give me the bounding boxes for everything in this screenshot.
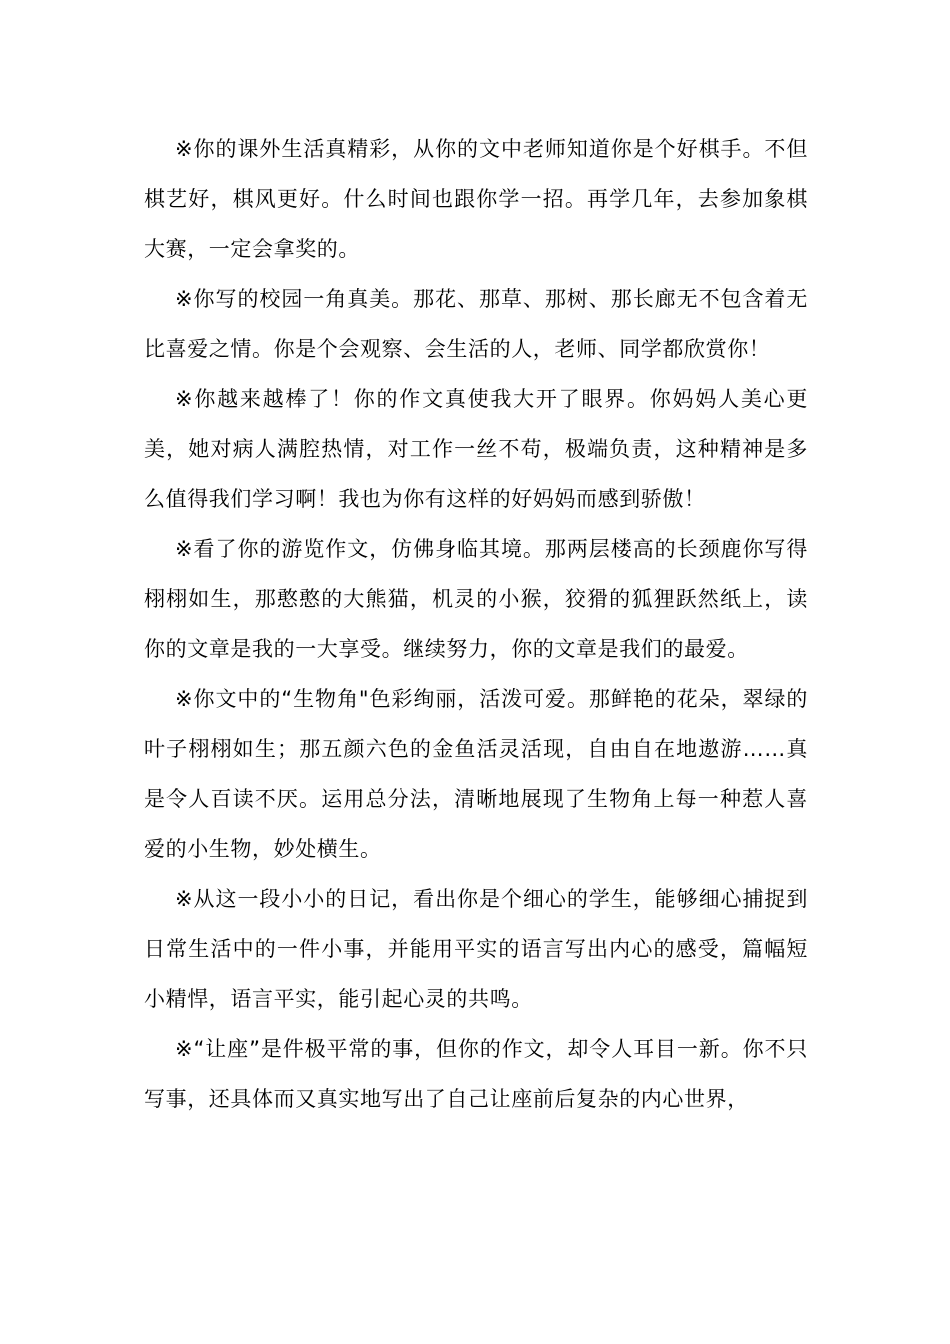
comment-paragraph-6: ※从这一段小小的日记，看出你是个细心的学生，能够细心捕捉到日常生活中的一件小事，并能用平实的语言写出内心的感受，篇幅短小精悍，语言平实，能引起心灵的共鸣。 [144,887,808,1011]
comment-paragraph-7: ※“让座”是件极平常的事，但你的作文，却令人耳目一新。你不只写事，还具体而又真实地写出了自己让座前后复杂的内心世界， [144,1037,808,1111]
comment-paragraph-5: ※你文中的“生物角"色彩绚丽，活泼可爱。那鲜艳的花朵，翠绿的叶子栩栩如生；那五颜六色的金鱼活灵活现，自由自在地遨游……真是令人百读不厌。运用总分法，清晰地展现了生物角上每一种惹人喜爱的小生物，妙处横生。 [144,687,808,861]
comment-paragraph-1: ※你的课外生活真精彩，从你的文中老师知道你是个好棋手。不但棋艺好，棋风更好。什么时间也跟你学一招。再学几年，去参加象棋大赛，一定会拿奖的。 [144,137,808,261]
comment-paragraph-3: ※你越来越棒了！你的作文真使我大开了眼界。你妈妈人美心更美，她对病人满腔热情，对工作一丝不苟，极端负责，这种精神是多么值得我们学习啊！我也为你有这样的好妈妈而感到骄傲！ [144,387,808,511]
comment-paragraph-2: ※你写的校园一角真美。那花、那草、那树、那长廊无不包含着无比喜爱之情。你是个会观察、会生活的人，老师、同学都欣赏你！ [144,287,808,361]
document-page [144,124,808,1124]
comment-paragraph-4: ※看了你的游览作文，仿佛身临其境。那两层楼高的长颈鹿你写得栩栩如生，那憨憨的大熊猫，机灵的小猴，狡猾的狐狸跃然纸上，读你的文章是我的一大享受。继续努力，你的文章是我们的最爱。 [144,537,808,661]
